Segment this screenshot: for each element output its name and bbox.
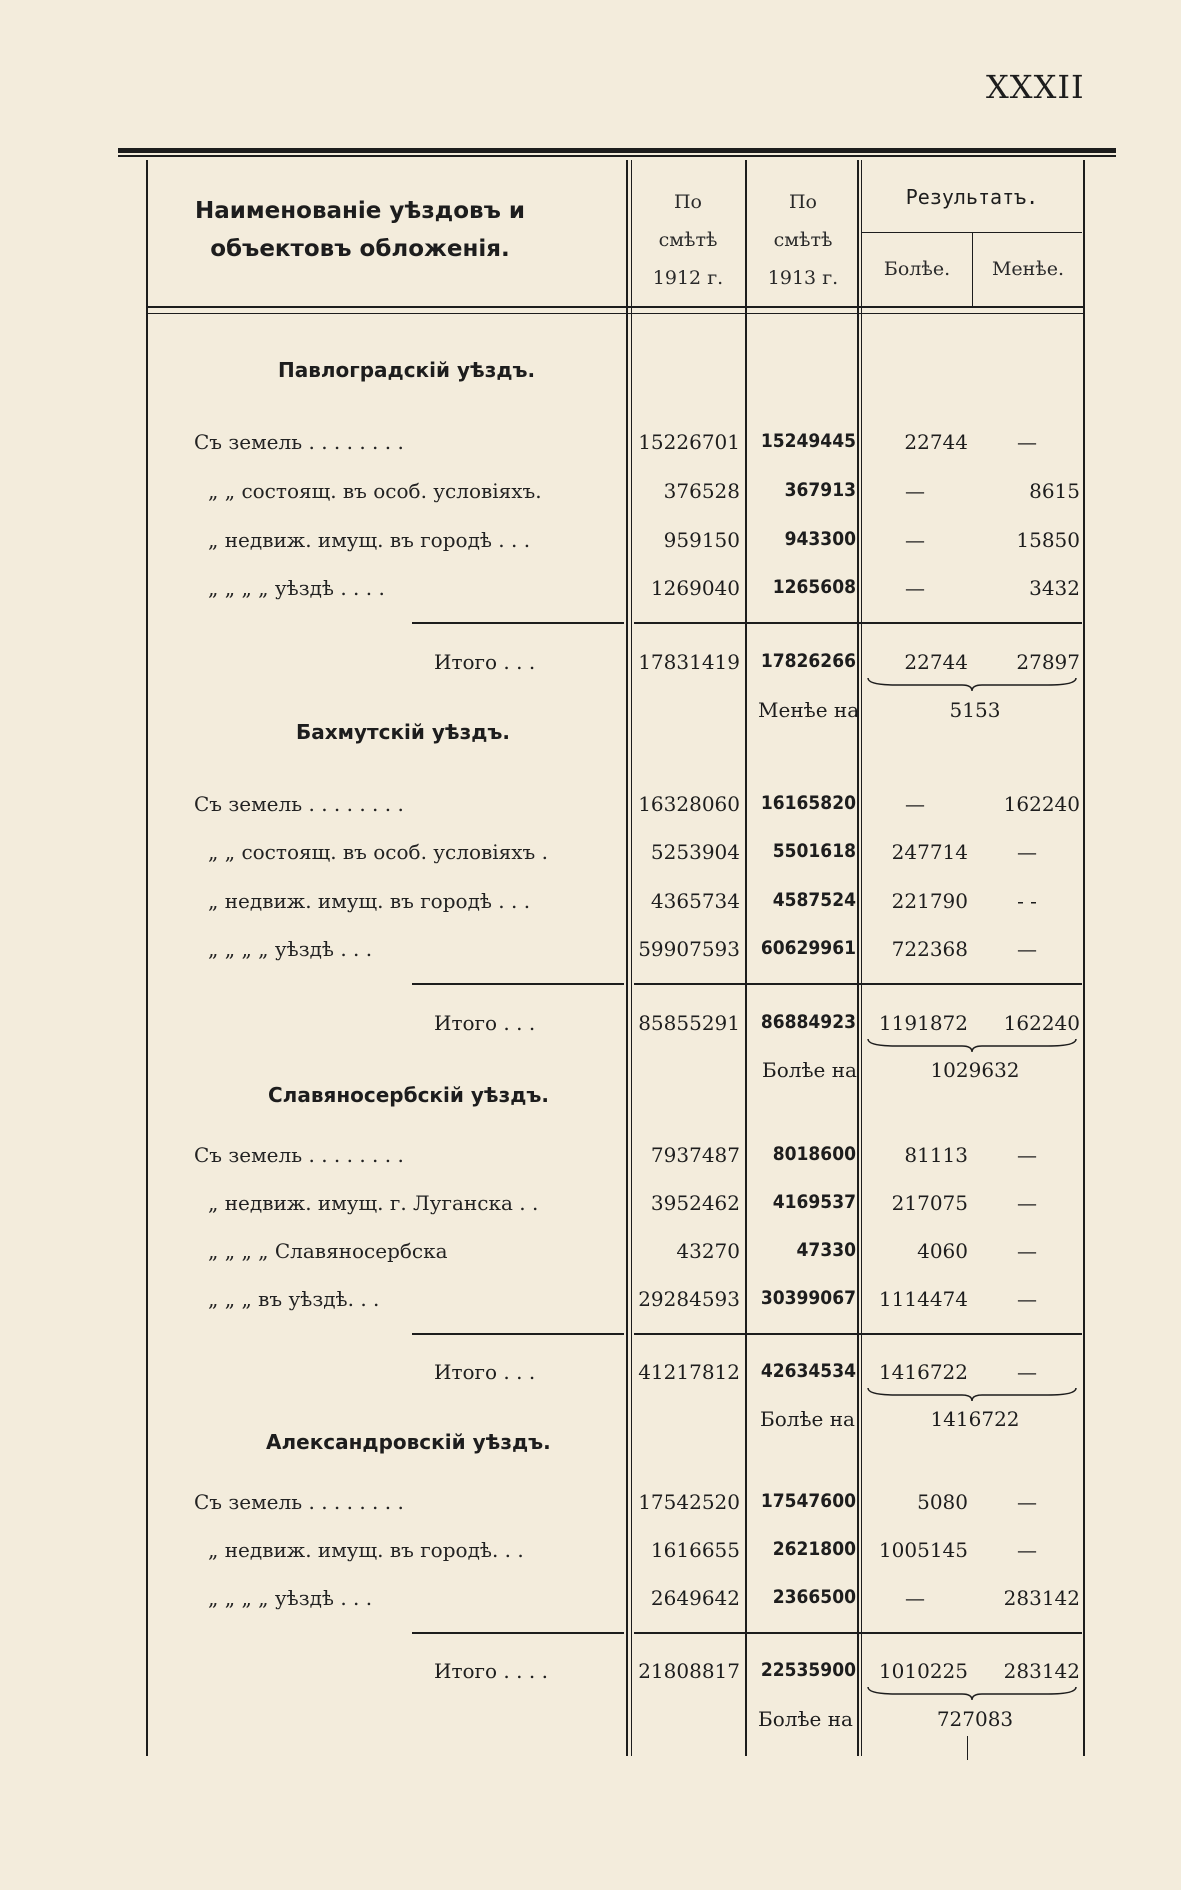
col-divider-1a xyxy=(626,160,628,1756)
header-col1-po: По xyxy=(673,191,702,213)
cell-more: — xyxy=(905,792,925,816)
total-more: 1191872 xyxy=(878,1011,968,1035)
cell-1912: 5253904 xyxy=(650,840,740,864)
total-rule xyxy=(634,983,1082,985)
cell-more: 722368 xyxy=(891,937,968,961)
row-label: „ „ „ „ Славяносербска xyxy=(208,1239,448,1263)
row-label: Съ земель . . . . . . . . xyxy=(194,792,404,816)
result-brace xyxy=(866,1685,1078,1701)
cell-more: — xyxy=(905,479,925,503)
header-col1-smete: смѣтѣ xyxy=(658,229,718,251)
cell-less: 3432 xyxy=(1029,576,1080,600)
header-col2-year: 1913 г. xyxy=(767,267,839,289)
row-label: „ „ „ „ уѣздѣ . . . . xyxy=(208,576,385,600)
total-more: 1416722 xyxy=(878,1360,968,1384)
header-name xyxy=(160,192,560,268)
cell-1912: 4365734 xyxy=(650,889,740,913)
net-label: Болѣе на xyxy=(762,1058,857,1082)
net-label: Болѣе на xyxy=(760,1407,855,1431)
cell-1912: 43270 xyxy=(676,1239,740,1263)
net-label: Болѣе на xyxy=(758,1707,853,1731)
total-1913: 17826266 xyxy=(760,650,856,672)
header-less: Менѣе. xyxy=(991,258,1065,280)
row-label: „ недвиж. имущ. г. Луганска . . xyxy=(208,1191,539,1215)
header-rule-1 xyxy=(148,306,1084,308)
cell-1913: 4587524 xyxy=(772,889,856,911)
total-rule xyxy=(412,983,624,985)
row-label: „ недвиж. имущ. въ городѣ . . . xyxy=(208,528,531,552)
cell-1912: 59907593 xyxy=(638,937,740,961)
total-1912: 41217812 xyxy=(638,1360,740,1384)
cell-1912: 17542520 xyxy=(638,1490,740,1514)
cell-more: 1114474 xyxy=(878,1287,968,1311)
cell-1912: 3952462 xyxy=(650,1191,740,1215)
cell-more: 5080 xyxy=(917,1490,968,1514)
col-divider-2 xyxy=(745,160,747,1756)
cell-1912: 959150 xyxy=(663,528,740,552)
header-col-1912 xyxy=(630,183,746,297)
total-rule xyxy=(634,1333,1082,1335)
total-label: Итого . . . xyxy=(434,1360,536,1384)
cell-less: — xyxy=(1017,840,1037,864)
cell-1912: 16328060 xyxy=(638,792,740,816)
cell-1912: 376528 xyxy=(663,479,740,503)
cell-less: — xyxy=(1017,1538,1037,1562)
row-label: „ „ „ въ уѣздѣ. . . xyxy=(208,1287,380,1311)
net-value: 1029632 xyxy=(930,1058,1020,1082)
row-label: „ недвиж. имущ. въ городѣ. . . xyxy=(208,1538,524,1562)
cell-more: — xyxy=(905,576,925,600)
total-less: 27897 xyxy=(1016,650,1080,674)
section-title: Бахмутскій уѣздъ. xyxy=(296,720,511,744)
net-value: 1416722 xyxy=(930,1407,1020,1431)
total-label: Итого . . . xyxy=(434,1011,536,1035)
net-value: 727083 xyxy=(936,1707,1014,1731)
cell-more: 81113 xyxy=(904,1143,968,1167)
total-rule xyxy=(412,1333,624,1335)
top-rule-thin xyxy=(118,155,1116,157)
result-brace xyxy=(866,1037,1078,1053)
cell-1912: 2649642 xyxy=(650,1586,740,1610)
row-label: „ „ „ „ уѣздѣ . . . xyxy=(208,937,373,961)
total-less: — xyxy=(1017,1360,1037,1384)
cell-more: — xyxy=(905,528,925,552)
cell-1913: 8018600 xyxy=(772,1143,856,1165)
total-1913: 86884923 xyxy=(760,1011,856,1033)
cell-1913: 30399067 xyxy=(760,1287,856,1309)
cell-1912: 15226701 xyxy=(638,430,740,454)
net-label: Менѣе на xyxy=(758,698,860,722)
result-brace xyxy=(866,676,1078,692)
cell-less: — xyxy=(1017,1191,1037,1215)
row-label: „ „ „ „ уѣздѣ . . . xyxy=(208,1586,373,1610)
cell-less: — xyxy=(1017,1239,1037,1263)
cell-more: 22744 xyxy=(904,430,968,454)
header-more: Болѣе. xyxy=(883,258,951,280)
cell-more: — xyxy=(905,1586,925,1610)
cell-1913: 60629961 xyxy=(760,937,856,959)
cell-more: 1005145 xyxy=(878,1538,968,1562)
row-label: Съ земель . . . . . . . . xyxy=(194,1490,404,1514)
header-col2-smete: смѣтѣ xyxy=(773,229,833,251)
total-1913: 22535900 xyxy=(760,1659,856,1681)
cell-more: 217075 xyxy=(891,1191,968,1215)
net-value: 5153 xyxy=(949,698,1001,722)
row-label: „ „ состоящ. въ особ. условіяхъ. xyxy=(208,479,542,503)
row-label: „ „ состоящ. въ особ. условіяхъ . xyxy=(208,840,548,864)
total-rule xyxy=(634,622,1082,624)
cell-1913: 47330 xyxy=(796,1239,856,1261)
total-1912: 85855291 xyxy=(638,1011,740,1035)
cell-less: — xyxy=(1017,937,1037,961)
total-rule xyxy=(412,622,624,624)
cell-1913: 2621800 xyxy=(772,1538,856,1560)
row-label: Съ земель . . . . . . . . xyxy=(194,430,404,454)
cell-less: — xyxy=(1017,1143,1037,1167)
total-rule xyxy=(634,1632,1082,1634)
cell-1913: 367913 xyxy=(784,479,856,501)
table-left-border xyxy=(146,160,148,1756)
total-more: 22744 xyxy=(904,650,968,674)
section-title: Славяносербскій уѣздъ. xyxy=(268,1083,549,1107)
section-title: Александровскій уѣздъ. xyxy=(266,1430,551,1454)
cell-1913: 2366500 xyxy=(772,1586,856,1608)
cell-1912: 1616655 xyxy=(650,1538,740,1562)
cell-more: 247714 xyxy=(891,840,968,864)
top-rule xyxy=(118,148,1116,153)
cell-1913: 943300 xyxy=(784,528,856,550)
row-label: Съ земель . . . . . . . . xyxy=(194,1143,404,1167)
cell-less: — xyxy=(1017,1287,1037,1311)
total-less: 283142 xyxy=(1003,1659,1080,1683)
cell-less: 15850 xyxy=(1016,528,1080,552)
col-divider-4-head xyxy=(972,232,973,306)
total-label: Итого . . . xyxy=(434,650,536,674)
section-title: Павлоградскій уѣздъ. xyxy=(278,358,536,382)
cell-1912: 7937487 xyxy=(650,1143,740,1167)
header-name-line2: объектовъ обложенія. xyxy=(210,236,510,262)
header-name-line1: Наименованіе уѣздовъ и xyxy=(194,198,526,224)
total-1912: 21808817 xyxy=(638,1659,740,1683)
cell-1912: 29284593 xyxy=(638,1287,740,1311)
result-brace xyxy=(866,1386,1078,1402)
cell-less: - - xyxy=(1017,889,1037,913)
page-number: XXXII xyxy=(986,68,1085,106)
total-1912: 17831419 xyxy=(638,650,740,674)
header-col1-year: 1912 г. xyxy=(652,267,724,289)
cell-less: — xyxy=(1017,430,1037,454)
cell-more: 221790 xyxy=(891,889,968,913)
cell-less: 283142 xyxy=(1003,1586,1080,1610)
row-label: „ недвиж. имущ. въ городѣ . . . xyxy=(208,889,531,913)
cell-1913: 16165820 xyxy=(760,792,856,814)
total-less: 162240 xyxy=(1003,1011,1080,1035)
cell-1913: 1265608 xyxy=(772,576,856,598)
net-tick xyxy=(967,1736,968,1760)
cell-more: 4060 xyxy=(917,1239,968,1263)
header-col-1913 xyxy=(748,183,858,297)
header-col2-po: По xyxy=(788,191,817,213)
header-result: Результатъ. xyxy=(905,185,1039,209)
cell-1913: 15249445 xyxy=(760,430,856,452)
total-label: Итого . . . . xyxy=(434,1659,548,1683)
total-1913: 42634534 xyxy=(760,1360,856,1382)
cell-1913: 17547600 xyxy=(760,1490,856,1512)
table-right-border xyxy=(1083,160,1085,1756)
total-more: 1010225 xyxy=(878,1659,968,1683)
cell-1912: 1269040 xyxy=(650,576,740,600)
total-rule xyxy=(412,1632,624,1634)
cell-less: — xyxy=(1017,1490,1037,1514)
cell-1913: 5501618 xyxy=(772,840,856,862)
col-divider-3a xyxy=(857,160,859,1756)
cell-less: 8615 xyxy=(1029,479,1080,503)
cell-1913: 4169537 xyxy=(772,1191,856,1213)
cell-less: 162240 xyxy=(1003,792,1080,816)
header-rule-2 xyxy=(148,313,1084,314)
